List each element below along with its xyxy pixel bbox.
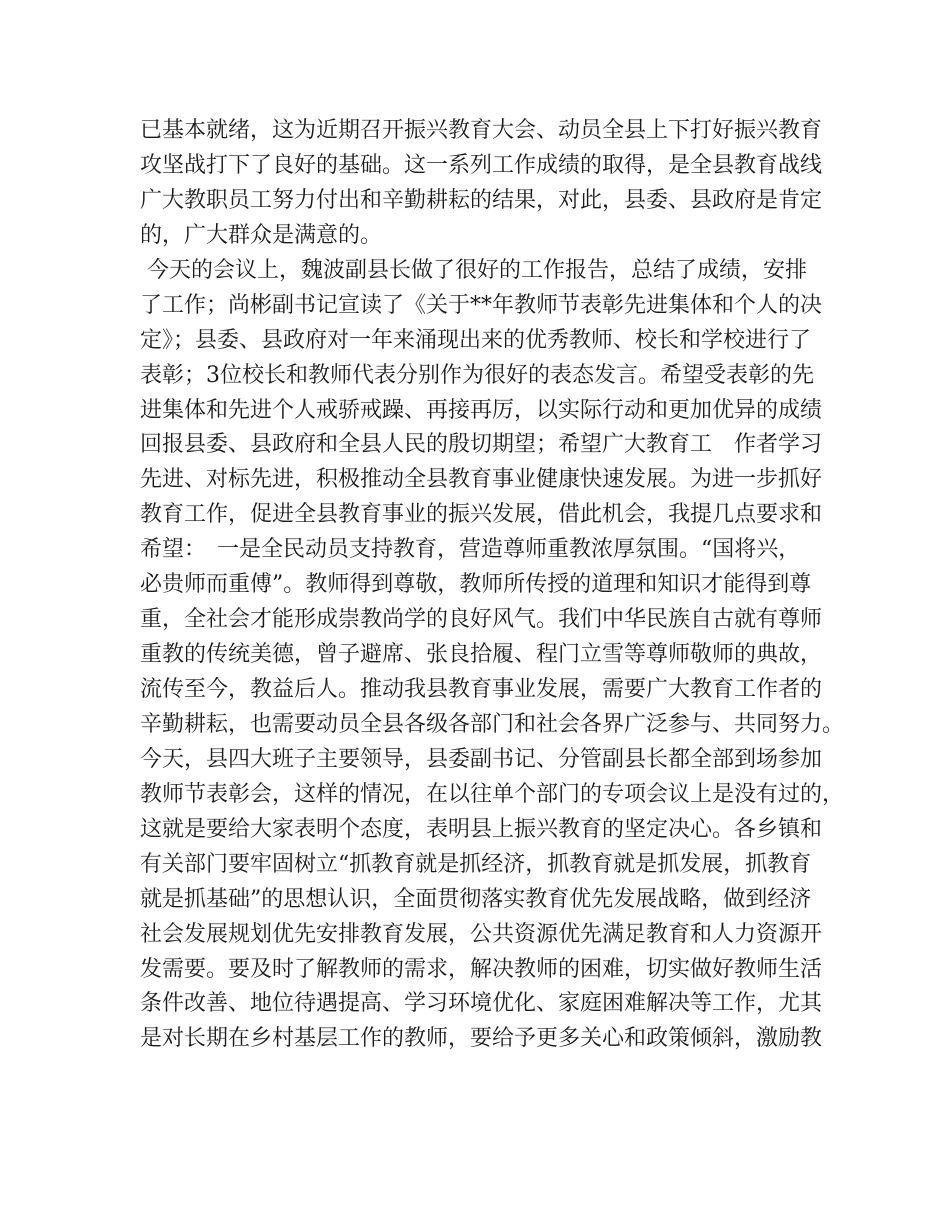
text-line: 是对长期在乡村基层工作的教师，要给予更多关心和政策倾斜，激励教 xyxy=(140,1026,823,1052)
text-line: 今天的会议上，魏波副县长做了很好的工作报告，总结了成绩，安排 xyxy=(140,257,807,283)
text-line: 条件改善、地位待遇提高、学习环境优化、家庭困难解决等工作，尤其 xyxy=(140,991,823,1017)
text-line: 回报县委、县政府和全县人民的殷切期望；希望广大教育工 作者学习 xyxy=(140,432,823,458)
text-line: 社会发展规划优先安排教育发展，公共资源优先满足教育和人力资源开 xyxy=(140,921,823,947)
text-line: 希望： 一是全民动员支持教育，营造尊师重教浓厚氛围。“国将兴， xyxy=(140,537,801,563)
text-line: 教育工作，促进全县教育事业的振兴发展，借此机会，我提几点要求和 xyxy=(140,502,823,528)
text-line: 教师节表彰会，这样的情况，在以往单个部门的专项会议上是没有过的， xyxy=(140,781,845,807)
text-line: 今天，县四大班子主要领导，县委副书记、分管副县长都全部到场参加 xyxy=(140,746,823,772)
text-line: 辛勤耕耘，也需要动员全县各级各部门和社会各界广泛参与、共同努力。 xyxy=(140,711,845,737)
text-line: 进集体和先进个人戒骄戒躁、再接再厉，以实际行动和更加优异的成绩 xyxy=(140,397,823,423)
text-line: 定》；县委、县政府对一年来涌现出来的优秀教师、校长和学校进行了 xyxy=(140,327,812,353)
text-line: 重教的传统美德，曾子避席、张良拾履、程门立雪等尊师敬师的典故， xyxy=(140,642,823,668)
text-line: 的，广大群众是满意的。 xyxy=(140,222,383,248)
text-line: 必贵师而重傅”。教师得到尊敬，教师所传授的道理和知识才能得到尊 xyxy=(140,572,812,598)
text-line: 发需要。要及时了解教师的需求，解决教师的困难，切实做好教师生活 xyxy=(140,956,823,982)
text-line: 表彰；3位校长和教师代表分别作为很好的表态发言。希望受表彰的先 xyxy=(140,362,814,388)
text-line: 广大教职员工努力付出和辛勤耕耘的结果，对此，县委、县政府是肯定 xyxy=(140,187,823,213)
body-text xyxy=(140,114,845,1057)
text-line: 有关部门要牢固树立“抓教育就是抓经济，抓教育就是抓发展，抓教育 xyxy=(140,851,812,877)
text-line: 先进、对标先进，积极推动全县教育事业健康快速发展。为进一步抓好 xyxy=(140,467,823,493)
text-line: 攻坚战打下了良好的基础。这一系列工作成绩的取得，是全县教育战线 xyxy=(140,152,823,178)
text-line: 流传至今，教益后人。推动我县教育事业发展，需要广大教育工作者的 xyxy=(140,677,823,702)
text-line: 这就是要给大家表明个态度，表明县上振兴教育的坚定决心。各乡镇和 xyxy=(140,816,823,842)
text-line: 重，全社会才能形成崇教尚学的良好风气。我们中华民族自古就有尊师 xyxy=(140,607,823,633)
text-line: 就是抓基础”的思想认识，全面贯彻落实教育优先发展战略，做到经济 xyxy=(140,886,812,912)
text-line: 已基本就绪，这为近期召开振兴教育大会、动员全县上下打好振兴教育 xyxy=(140,118,823,143)
text-line: 了工作；尚彬副书记宣读了《关于**年教师节表彰先进集体和个人的决 xyxy=(140,292,823,318)
